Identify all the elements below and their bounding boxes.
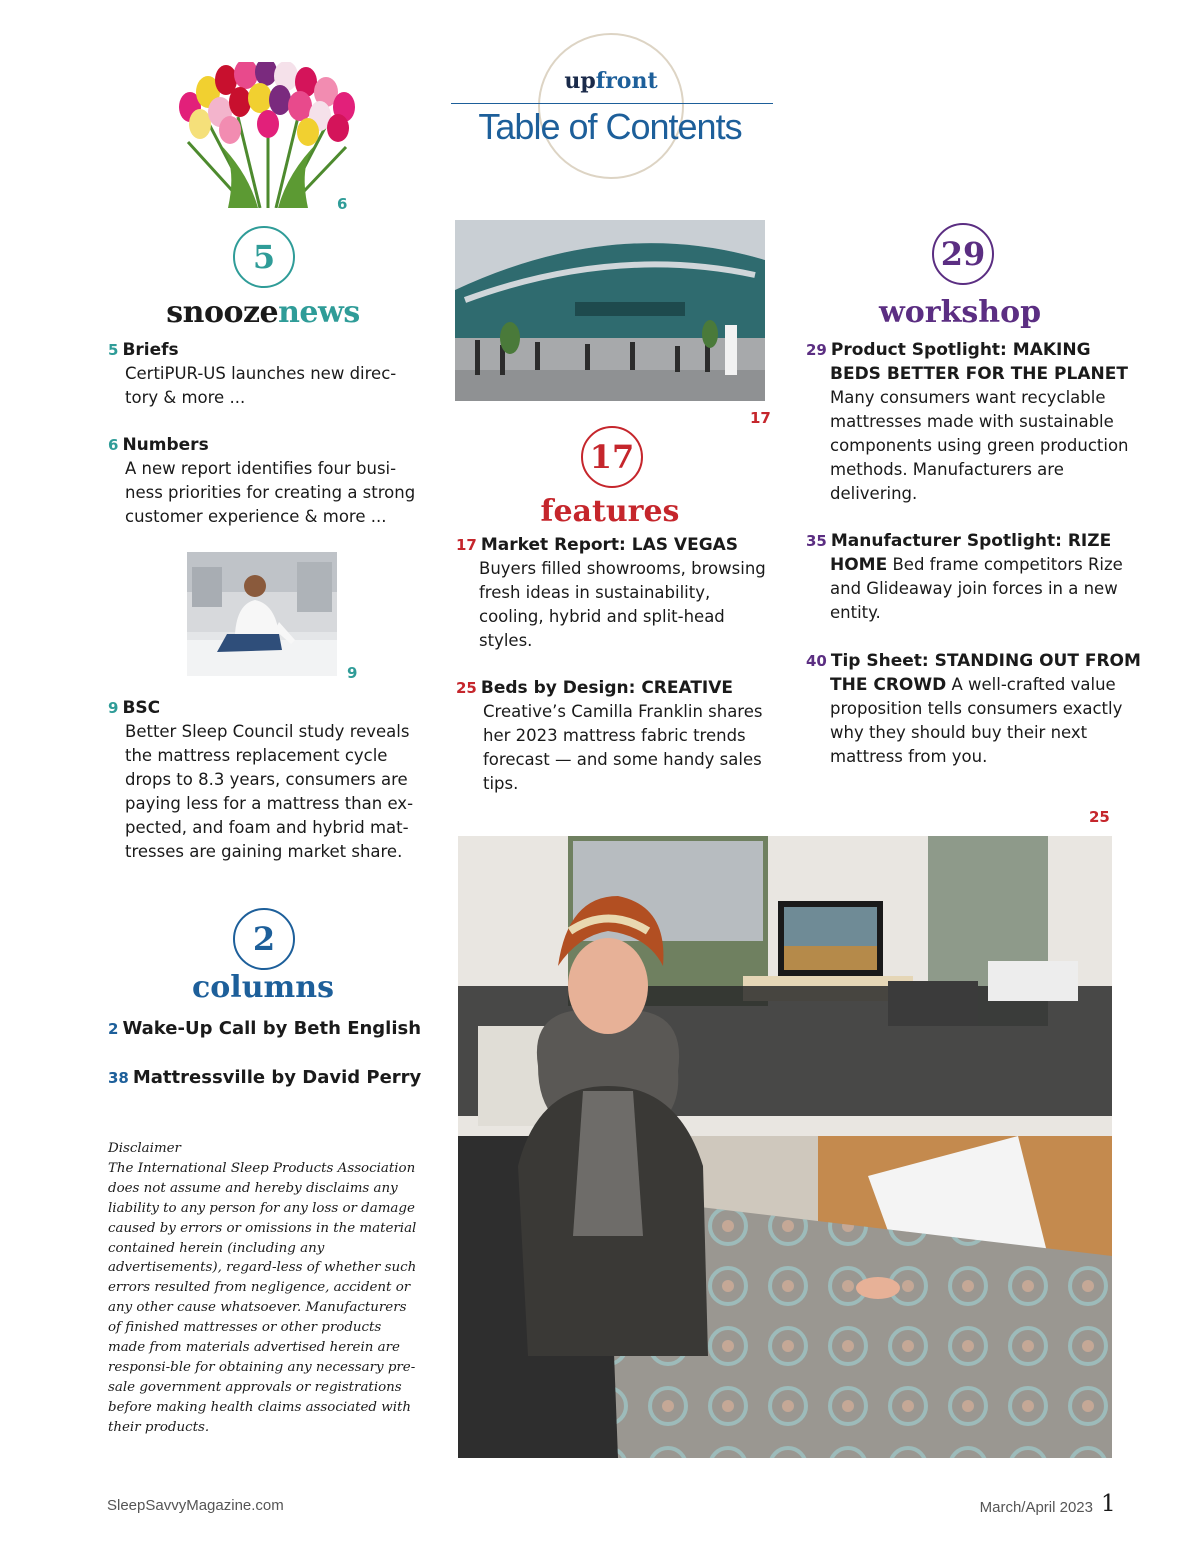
entry-title: Mattressville by David Perry <box>132 1067 422 1088</box>
toc-entry-beds-by-design[interactable] <box>456 676 776 796</box>
snoozenews-heading-snooze: snooze <box>166 295 279 330</box>
section-label-up: up <box>564 68 596 94</box>
large-photo-page-number: 25 <box>1089 808 1110 826</box>
toc-entry-mattressville[interactable] <box>108 1066 428 1090</box>
toc-entry-market-report[interactable] <box>456 533 776 653</box>
entry-page-number: 6 <box>108 436 119 454</box>
columns-page-number: 2 <box>252 920 276 958</box>
market-report-photo-page-number: 17 <box>750 409 771 427</box>
toc-entry-tip-sheet[interactable] <box>806 649 1146 769</box>
toc-entry-bsc[interactable] <box>108 696 418 864</box>
market-report-photo <box>455 220 765 401</box>
entry-title: BSC <box>122 698 161 718</box>
entry-description: Bed frame competitors Rize and Glideaway join forces in a new entity. <box>830 555 1123 622</box>
entry-page-number: 40 <box>806 652 827 670</box>
columns-heading: columns <box>192 970 334 1005</box>
disclaimer-heading: Disclaimer <box>108 1141 181 1156</box>
toc-entry-briefs[interactable] <box>108 338 418 410</box>
entry-description: A well-crafted value proposition tells consumers exactly why they should buy their next mattress from you. <box>830 675 1123 766</box>
tulips-page-number: 6 <box>337 195 348 213</box>
toc-entry-product-spotlight[interactable] <box>806 338 1146 506</box>
footer-issue-date: March/April 2023 <box>979 1499 1093 1516</box>
entry-title: Wake-Up Call by Beth English <box>122 1018 422 1039</box>
entry-page-number: 25 <box>456 679 477 697</box>
entry-title: Numbers <box>122 435 209 455</box>
entry-description: Better Sleep Council study reveals the mattress replacement cycle drops to 8.3 years, consumers are paying less for a mattress than ex-pected, and foam and hybrid mat-tresses are gaining market share. <box>125 722 414 861</box>
snoozenews-heading-news: news <box>278 295 360 330</box>
workshop-heading: workshop <box>878 295 1042 330</box>
page-title: Table of Contents <box>478 106 742 147</box>
entry-page-number: 5 <box>108 341 119 359</box>
disclaimer-text: The International Sleep Products Association does not assume and hereby disclaims any liability to any person for any loss or damage caused by errors or omissions in the material contained herein (including any advertisements), regard-less of whether such errors resulted from negligence, accident or any other cause whatsoever. Manufacturers of finished mattresses or other products made from materials advertised herein are responsi-ble for obtaining any necessary pre-sale government approvals or registrations before making health claims associated with their products. <box>108 1160 417 1435</box>
entry-page-number: 9 <box>108 699 119 717</box>
snoozenews-page-circle <box>233 226 295 288</box>
entry-title: Beds by Design: CREATIVE <box>480 678 734 698</box>
entry-page-number: 29 <box>806 341 827 359</box>
entry-description: Creative’s Camilla Franklin shares her 2023 mattress fabric trends forecast — and some handy sales tips. <box>483 702 763 793</box>
snoozenews-page-number: 5 <box>252 238 276 276</box>
entry-page-number: 2 <box>108 1020 119 1038</box>
features-page-number: 17 <box>589 438 635 476</box>
section-label <box>538 68 684 94</box>
entry-description: Many consumers want recyclable mattresses made with sustainable components using green production methods. Manufacturers are delivering. <box>830 388 1129 503</box>
features-page-circle <box>581 426 643 488</box>
toc-entry-manufacturer-spotlight[interactable] <box>806 529 1146 625</box>
tulips-photo <box>168 62 364 208</box>
features-heading: features <box>540 494 680 529</box>
section-label-front: front <box>595 68 658 94</box>
entry-title: Manufacturer Spotlight: RIZE HOME <box>830 531 1112 575</box>
entry-description: Buyers filled showrooms, browsing fresh ideas in sustainability, cooling, hybrid and split-head styles. <box>479 559 766 650</box>
entry-page-number: 38 <box>108 1069 129 1087</box>
workshop-page-number: 29 <box>940 235 986 273</box>
disclaimer <box>108 1139 420 1438</box>
columns-page-circle <box>233 908 295 970</box>
camilla-franklin-photo <box>458 836 1112 1458</box>
workshop-page-circle <box>932 223 994 285</box>
entry-page-number: 17 <box>456 536 477 554</box>
entry-description: A new report identifies four busi-ness priorities for creating a strong customer experience & more ... <box>125 459 416 526</box>
bsc-photo-page-number: 9 <box>347 664 358 682</box>
entry-title: Briefs <box>122 340 179 360</box>
entry-page-number: 35 <box>806 532 827 550</box>
entry-title: Tip Sheet: STANDING OUT FROM THE CROWD <box>830 651 1141 695</box>
footer-page-number: 1 <box>1101 1491 1116 1517</box>
toc-entry-numbers[interactable] <box>108 433 418 529</box>
toc-entry-wake-up-call[interactable] <box>108 1017 428 1041</box>
entry-title: Market Report: LAS VEGAS <box>480 535 739 555</box>
bsc-photo <box>187 552 337 676</box>
entry-description: CertiPUR-US launches new direc-tory & more ... <box>125 364 397 407</box>
header-rule <box>451 103 773 104</box>
entry-title: Product Spotlight: MAKING BEDS BETTER FOR THE PLANET <box>830 340 1128 384</box>
footer-website[interactable]: SleepSavvyMagazine.com <box>107 1497 284 1514</box>
snoozenews-heading <box>150 295 376 330</box>
